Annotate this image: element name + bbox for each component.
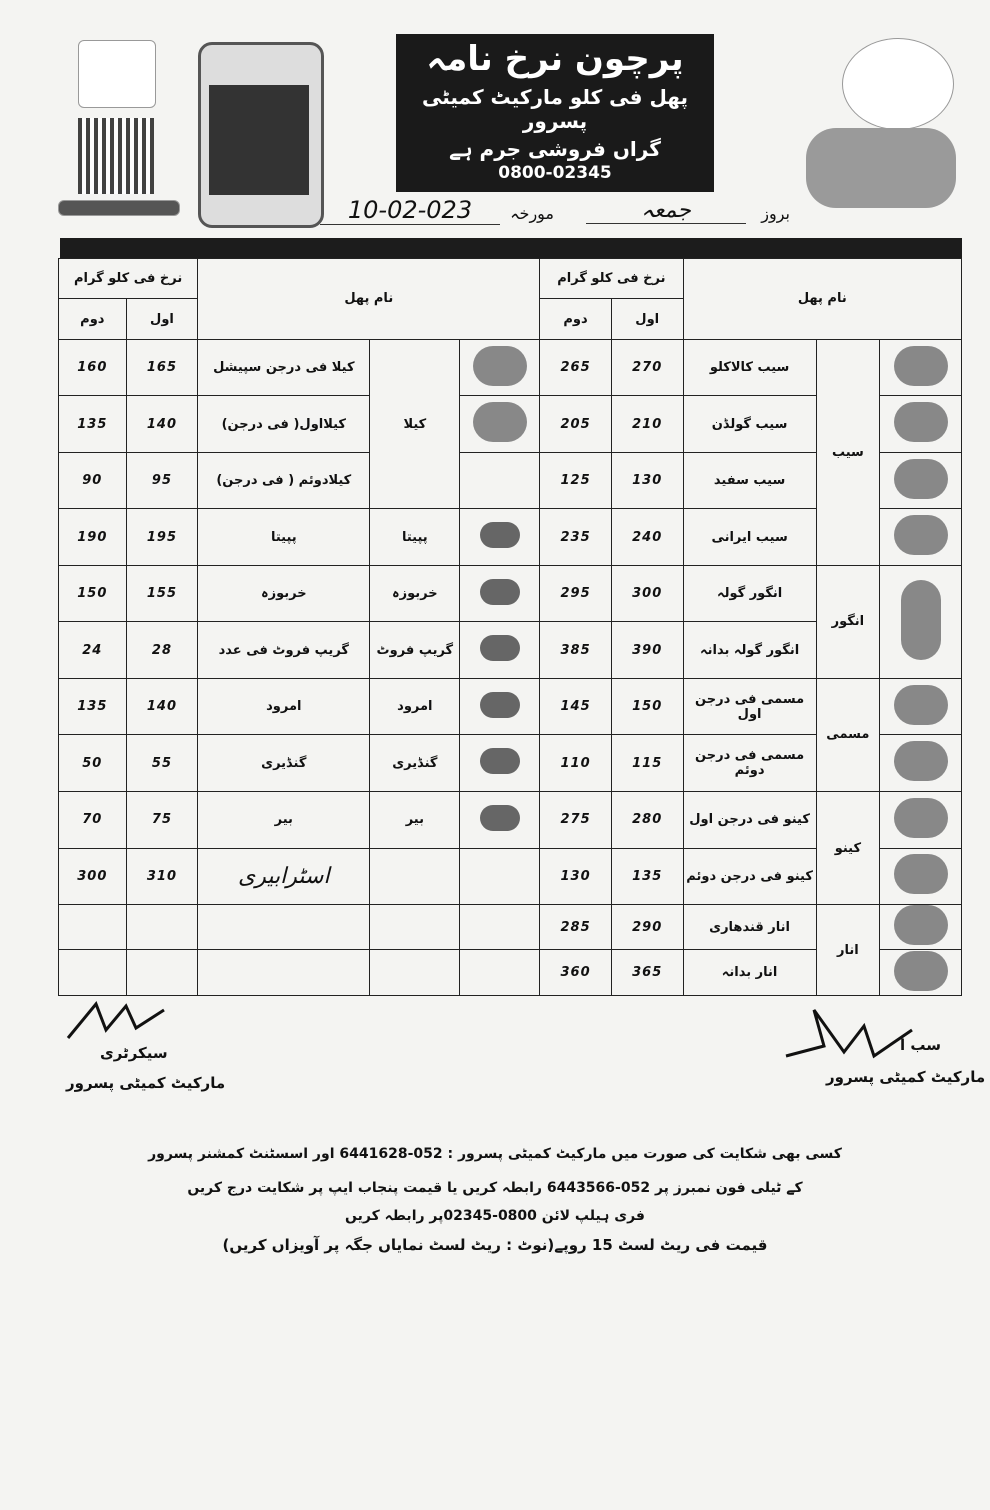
rate-second: 190 — [59, 509, 127, 566]
signature-right-title: سب ا — [900, 1036, 941, 1054]
rate-first: 390 — [611, 622, 683, 679]
item-name — [198, 950, 370, 996]
helpline: 0800-02345 — [498, 163, 612, 183]
rate-second: 135 — [59, 678, 127, 735]
apple-icon — [880, 452, 962, 509]
rate-second: 110 — [540, 735, 612, 792]
date-label: مورخہ — [510, 204, 554, 223]
item-name: انگور گولہ بدانہ — [683, 622, 816, 679]
item-name: امرود — [198, 678, 370, 735]
item-name: بیر — [198, 792, 370, 849]
signature-left-mark — [66, 1000, 166, 1040]
rate-second — [59, 950, 127, 996]
rate-second: 145 — [540, 678, 612, 735]
date-value: 10-02-023 — [320, 196, 500, 225]
item-name: سیب کالاکلو — [683, 339, 816, 396]
item-name-handwritten: اسٹرابیری — [198, 848, 370, 905]
market-committee-logo — [78, 40, 156, 108]
empty-cell — [460, 905, 540, 950]
signature-left-title: سیکرٹری — [100, 1044, 168, 1062]
apple-icon — [880, 509, 962, 566]
item-name: گریپ فروٹ فی عدد — [198, 622, 370, 679]
rate-second: 285 — [540, 905, 612, 950]
rate-first: 240 — [611, 509, 683, 566]
group-melon: خربوزہ — [370, 565, 460, 622]
empty-cell — [460, 848, 540, 905]
group-empty — [370, 848, 460, 905]
sugarcane-icon — [460, 735, 540, 792]
signature-left-org: مارکیٹ کمیٹی پسرور — [66, 1074, 226, 1092]
banana-icon — [460, 452, 540, 509]
header-rate-right: نرخ فی کلو گرام — [540, 259, 683, 299]
rate-second: 135 — [59, 396, 127, 453]
group-apple: سیب — [816, 339, 879, 565]
group-guava: امرود — [370, 678, 460, 735]
guava-icon — [460, 678, 540, 735]
item-name: سیب ایرانی — [683, 509, 816, 566]
pomegranate-icon — [880, 905, 962, 950]
rate-first: 270 — [611, 339, 683, 396]
banana-icon — [460, 339, 540, 396]
rate-second: 295 — [540, 565, 612, 622]
footer-line-3: فری ہیلپ لائن 0800-02345پر رابطہ کریں — [345, 1208, 645, 1224]
rate-first: 75 — [126, 792, 198, 849]
signature-right-mark — [784, 1006, 914, 1066]
grapefruit-icon — [460, 622, 540, 679]
rate-first: 365 — [611, 950, 683, 996]
item-name: کیلااول( فی درجن) — [198, 396, 370, 453]
rate-second: 125 — [540, 452, 612, 509]
group-kinnow: کینو — [816, 792, 879, 905]
rate-first: 140 — [126, 396, 198, 453]
empty-cell — [460, 950, 540, 996]
slogan: گراں فروشی جرم ہے — [449, 137, 661, 161]
item-name: پپیتا — [198, 509, 370, 566]
item-name: انگور گولہ — [683, 565, 816, 622]
item-name: کینو فی درجن دوئم — [683, 848, 816, 905]
rate-first: 280 — [611, 792, 683, 849]
fruits-image — [806, 128, 956, 208]
apple-icon — [880, 396, 962, 453]
rate-first: 95 — [126, 452, 198, 509]
day-label: بروز — [761, 204, 790, 223]
item-name — [198, 905, 370, 950]
signature-right-org: مارکیٹ کمیٹی پسرور — [826, 1068, 986, 1086]
group-sugarcane: گنڈیری — [370, 735, 460, 792]
item-name: انار قندھاری — [683, 905, 816, 950]
item-name: کینو فی درجن اول — [683, 792, 816, 849]
footer-line-2: کے ٹیلی فون نمبرز پر 052-6443566 رابطہ کریں یا قیمت پنجاب ایپ پر شکایت درج کریں — [187, 1180, 803, 1196]
header-second-right: دوم — [540, 299, 612, 339]
item-name: کیلا فی درجن سپیشل — [198, 339, 370, 396]
phone-app-image — [198, 42, 324, 228]
rate-second: 90 — [59, 452, 127, 509]
melon-icon — [460, 565, 540, 622]
rate-second: 360 — [540, 950, 612, 996]
item-name: سیب سفید — [683, 452, 816, 509]
item-name: گنڈیری — [198, 735, 370, 792]
rate-first: 150 — [611, 678, 683, 735]
pomegranate-icon — [880, 950, 962, 996]
item-name: مسمی فی درجن دوئم — [683, 735, 816, 792]
rate-first: 140 — [126, 678, 198, 735]
kinnow-icon — [880, 848, 962, 905]
rate-second: 70 — [59, 792, 127, 849]
price-table — [58, 258, 962, 996]
rate-second: 205 — [540, 396, 612, 453]
header-second-left: دوم — [59, 299, 127, 339]
rate-first: 195 — [126, 509, 198, 566]
rate-second: 235 — [540, 509, 612, 566]
sweet-lime-icon — [880, 735, 962, 792]
rate-second: 50 — [59, 735, 127, 792]
rate-second: 300 — [59, 848, 127, 905]
rate-first: 130 — [611, 452, 683, 509]
rate-first: 155 — [126, 565, 198, 622]
day-value: جمعہ — [586, 198, 746, 224]
header-divider-bar — [60, 238, 962, 258]
rate-first: 290 — [611, 905, 683, 950]
group-banana: کیلا — [370, 339, 460, 509]
header-fruit-name-right: نام پھل — [683, 259, 961, 340]
papaya-icon — [460, 509, 540, 566]
rate-second: 24 — [59, 622, 127, 679]
rate-second: 160 — [59, 339, 127, 396]
kinnow-icon — [880, 792, 962, 849]
rate-first: 300 — [611, 565, 683, 622]
punjab-govt-logo — [842, 38, 954, 130]
apple-icon — [880, 339, 962, 396]
sweet-lime-icon — [880, 678, 962, 735]
group-sweet-lime: مسمی — [816, 678, 879, 791]
header-first-right: اول — [611, 299, 683, 339]
rate-first: 210 — [611, 396, 683, 453]
rate-first: 28 — [126, 622, 198, 679]
page-title: پرچون نرخ نامہ — [426, 39, 684, 79]
group-empty — [370, 950, 460, 996]
footer-line-1: کسی بھی شکایت کی صورت میں مارکیٹ کمیٹی پسرور : 052-6441628 اور اسسٹنٹ کمشنر پسرور — [148, 1146, 842, 1162]
header-first-left: اول — [126, 299, 198, 339]
rate-first — [126, 950, 198, 996]
rate-first: 135 — [611, 848, 683, 905]
item-name: سیب گولڈن — [683, 396, 816, 453]
item-name: مسمی فی درجن اول — [683, 678, 816, 735]
rate-second — [59, 905, 127, 950]
title-box — [396, 34, 714, 192]
rate-first — [126, 905, 198, 950]
header-fruit-name-left: نام پھل — [198, 259, 540, 340]
page-subtitle: پھل فی کلو مارکیٹ کمیٹی پسرور — [421, 85, 689, 133]
banana-icon — [460, 396, 540, 453]
header-rate-left: نرخ فی کلو گرام — [59, 259, 198, 299]
date-line — [320, 196, 790, 232]
group-grapefruit: گریپ فروٹ — [370, 622, 460, 679]
rate-second: 265 — [540, 339, 612, 396]
rate-second: 275 — [540, 792, 612, 849]
jujube-icon — [460, 792, 540, 849]
rate-second: 130 — [540, 848, 612, 905]
rate-second: 385 — [540, 622, 612, 679]
rate-first: 55 — [126, 735, 198, 792]
group-jujube: بیر — [370, 792, 460, 849]
item-name: انار بدانہ — [683, 950, 816, 996]
grapes-icon — [880, 565, 962, 678]
rate-first: 115 — [611, 735, 683, 792]
rate-first: 310 — [126, 848, 198, 905]
footer-line-4: قیمت فی ریٹ لسٹ 15 روپے(نوٹ : ریٹ لسٹ نمایاں جگہ پر آویزاں کریں) — [222, 1236, 768, 1254]
item-name: خربوزہ — [198, 565, 370, 622]
item-name: کیلادوئم ( فی درجن) — [198, 452, 370, 509]
app-store-badges — [58, 200, 180, 216]
group-empty — [370, 905, 460, 950]
qr-code — [78, 118, 154, 194]
rate-first: 165 — [126, 339, 198, 396]
group-papaya: پپیتا — [370, 509, 460, 566]
group-grapes: انگور — [816, 565, 879, 678]
group-pomegranate: انار — [816, 905, 879, 996]
rate-second: 150 — [59, 565, 127, 622]
